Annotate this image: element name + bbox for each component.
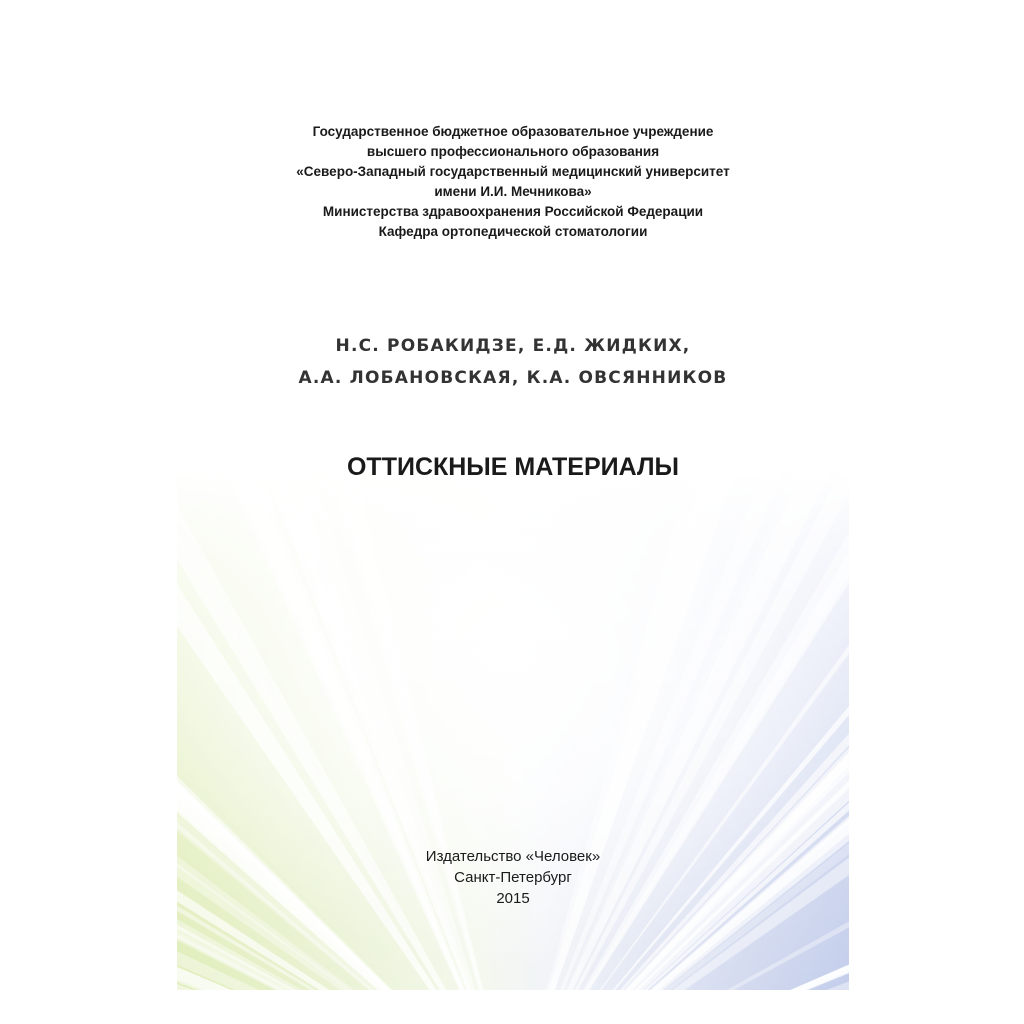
- institution-line: «Северо-Западный государственный медицинский университет: [296, 164, 730, 179]
- publication-year: 2015: [496, 890, 530, 907]
- institution-line: Министерства здравоохранения Российской Федерации: [322, 204, 704, 219]
- decorative-light-rays: [177, 470, 849, 990]
- publisher-block: [177, 846, 849, 909]
- authors-line: А.А. ЛОБАНОВСКАЯ, К.А. ОВСЯННИКОВ: [298, 368, 728, 388]
- publisher-city: Санкт-Петербург: [454, 869, 572, 886]
- publisher-name: Издательство «Человек»: [425, 848, 601, 865]
- institution-line: Государственное бюджетное образовательное учреждение: [312, 124, 714, 139]
- authors-block: [177, 330, 849, 394]
- book-title-page: [177, 60, 849, 990]
- book-title: ОТТИСКНЫЕ МАТЕРИАЛЫ: [346, 453, 680, 481]
- institution-line: высшего профессионального образования: [366, 144, 660, 159]
- institution-block: [177, 122, 849, 242]
- institution-line: имени И.И. Мечникова»: [434, 184, 592, 199]
- department-line: Кафедра ортопедической стоматологии: [378, 224, 648, 239]
- authors-line: Н.С. РОБАКИДЗЕ, Е.Д. ЖИДКИХ,: [335, 336, 691, 356]
